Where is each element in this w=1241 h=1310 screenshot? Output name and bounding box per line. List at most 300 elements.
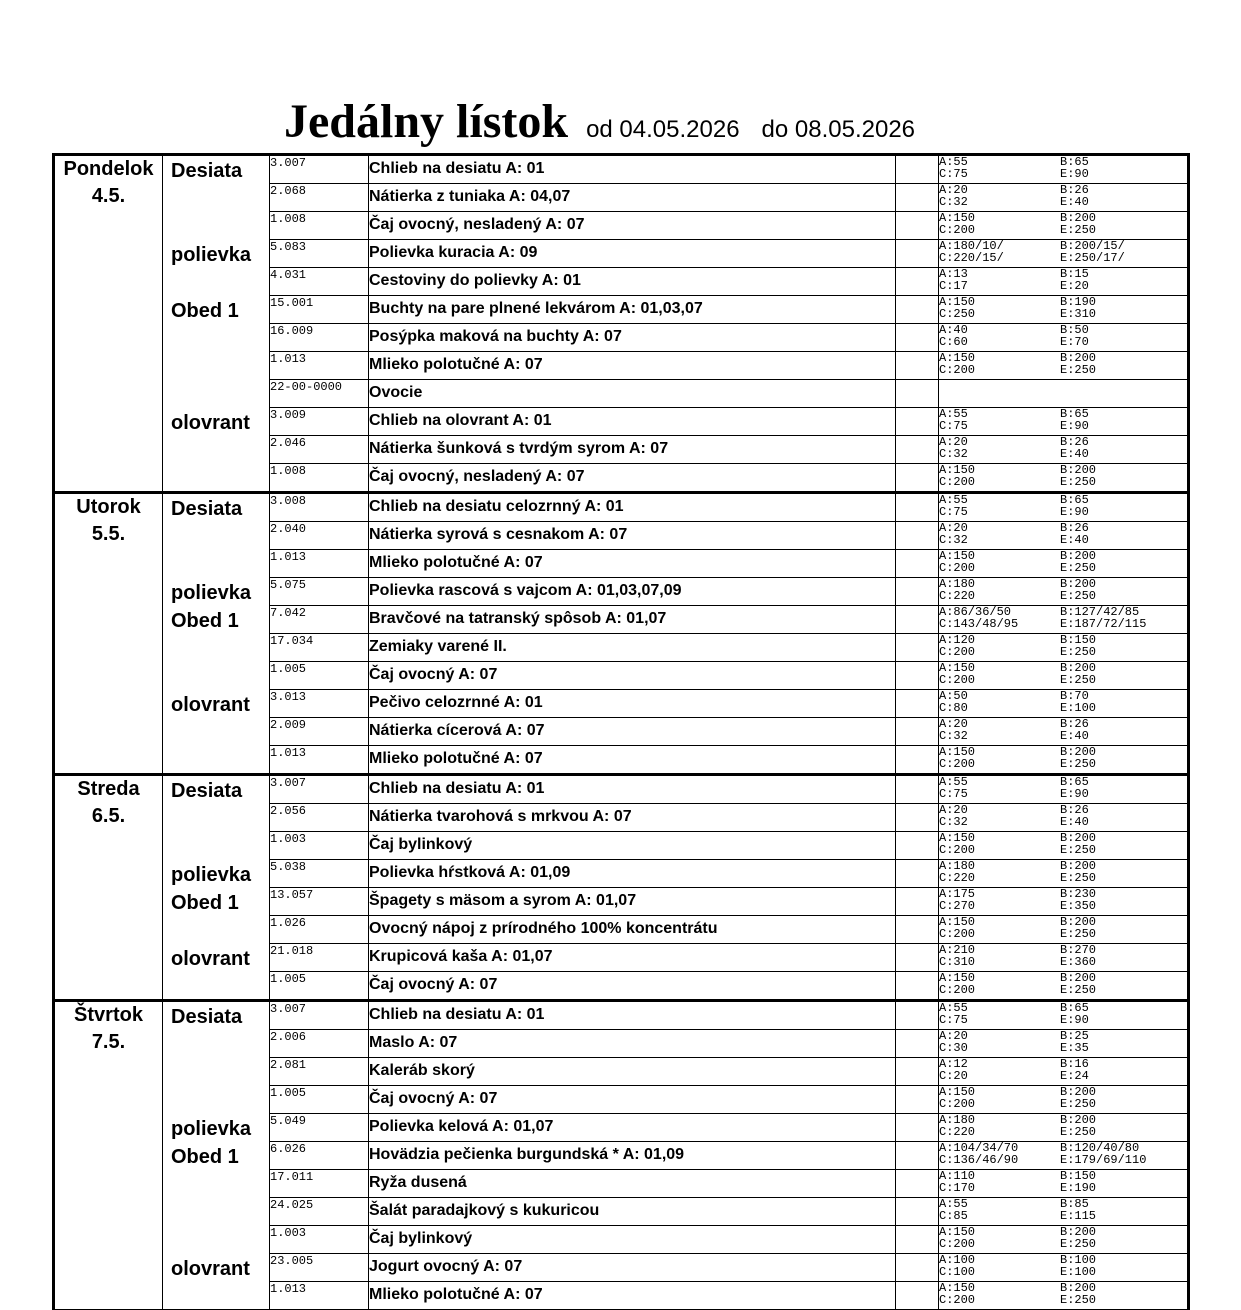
item-portions (939, 690, 1189, 718)
item-name: Chlieb na desiatu A: 01 (369, 155, 896, 184)
portion-value: A:180 (939, 577, 976, 591)
item-name: Chlieb na olovrant A: 01 (369, 408, 896, 436)
item-name: Kaleráb skorý (369, 1058, 896, 1086)
blank-cell (896, 522, 939, 550)
item-name: Posýpka maková na buchty A: 07 (369, 324, 896, 352)
portion-value: C:220 (939, 871, 976, 885)
portion-value: A:150 (939, 351, 976, 365)
portion-value: E:250 (1060, 561, 1097, 575)
item-code: 2.081 (270, 1058, 369, 1086)
date-range (586, 116, 915, 143)
portion-row (939, 928, 1187, 940)
portion-value: B:200 (1060, 745, 1097, 759)
portion-value: A:20 (939, 521, 968, 535)
item-portions (939, 380, 1189, 408)
blank-cell (896, 1030, 939, 1058)
portion-value: C:200 (939, 363, 976, 377)
item-portions (939, 1001, 1189, 1030)
portion-value: B:270 (1060, 943, 1097, 957)
portion-value: B:200 (1060, 661, 1097, 675)
portion-value: B:200 (1060, 549, 1097, 563)
page-title: Jedálny lístok (284, 95, 569, 148)
portion-value: B:50 (1060, 323, 1089, 337)
item-name: Ovocie (369, 380, 896, 408)
portion-value: B:190 (1060, 295, 1097, 309)
item-portions (939, 352, 1189, 380)
day-cell (54, 155, 163, 493)
item-code: 5.038 (270, 860, 369, 888)
portion-value: B:26 (1060, 435, 1089, 449)
item-code: 7.042 (270, 606, 369, 634)
item-name: Chlieb na desiatu celozrnný A: 01 (369, 493, 896, 522)
portion-value: E:250 (1060, 673, 1097, 687)
portion-value: A:150 (939, 1225, 976, 1239)
item-code: 3.013 (270, 690, 369, 718)
portion-value: E:250 (1060, 1237, 1097, 1251)
day-block (54, 775, 1189, 1001)
portion-value: E:250 (1060, 843, 1097, 857)
portion-row (939, 562, 1187, 574)
item-portions (939, 578, 1189, 606)
portion-value: B:200 (1060, 1113, 1097, 1127)
item-name: Mlieko polotučné A: 07 (369, 1282, 896, 1310)
day-cell (54, 493, 163, 775)
item-name: Polievka kuracia A: 09 (369, 240, 896, 268)
blank-cell (896, 155, 939, 184)
meal-cell (163, 1001, 270, 1310)
item-code: 5.075 (270, 578, 369, 606)
item-name: Polievka hŕstková A: 01,09 (369, 860, 896, 888)
portion-value: A:120 (939, 633, 976, 647)
portion-row (939, 224, 1187, 236)
portion-row (939, 788, 1187, 800)
item-code: 2.068 (270, 184, 369, 212)
portion-value: A:150 (939, 661, 976, 675)
portion-value: E:115 (1060, 1209, 1097, 1223)
item-portions (939, 408, 1189, 436)
item-portions (939, 1254, 1189, 1282)
portion-value: A:86/36/50 (939, 605, 1012, 619)
portion-value: C:220 (939, 589, 976, 603)
item-code: 2.056 (270, 804, 369, 832)
day-block (54, 1001, 1189, 1310)
portion-value: E:250 (1060, 645, 1097, 659)
portion-value: E:40 (1060, 729, 1089, 743)
portion-value: A:104/34/70 (939, 1141, 1019, 1155)
portion-value: A:150 (939, 211, 976, 225)
portion-value: A:150 (939, 295, 976, 309)
portion-value: C:220/15/ (939, 251, 1004, 265)
portion-value: A:20 (939, 717, 968, 731)
portion-row (939, 618, 1187, 630)
portion-value: B:230 (1060, 887, 1097, 901)
item-code: 1.026 (270, 916, 369, 944)
meal-label: olovrant (171, 694, 250, 716)
day-name: Streda (77, 778, 140, 800)
portion-value: C:136/46/90 (939, 1153, 1019, 1167)
blank-cell (896, 606, 939, 634)
item-portions (939, 1086, 1189, 1114)
item-code: 17.011 (270, 1170, 369, 1198)
item-portions (939, 916, 1189, 944)
portion-value: B:150 (1060, 633, 1097, 647)
portion-value: B:26 (1060, 803, 1089, 817)
item-portions (939, 606, 1189, 634)
portion-value: C:75 (939, 505, 968, 519)
day-cell (54, 775, 163, 1001)
item-portions (939, 804, 1189, 832)
portion-value: C:270 (939, 899, 976, 913)
meal-label: Obed 1 (171, 1146, 239, 1168)
day-date: 7.5. (91, 1031, 126, 1053)
item-code: 15.001 (270, 296, 369, 324)
portion-value: C:32 (939, 815, 968, 829)
meal-label: Obed 1 (171, 610, 239, 632)
item-code: 1.005 (270, 972, 369, 1001)
meal-label: polievka (171, 244, 252, 266)
item-portions (939, 550, 1189, 578)
meal-cell (163, 155, 270, 493)
portion-value: C:20 (939, 1069, 968, 1083)
portion-value: C:170 (939, 1181, 976, 1195)
item-name: Šalát paradajkový s kukuricou (369, 1198, 896, 1226)
portion-value: E:250 (1060, 871, 1097, 885)
item-portions (939, 972, 1189, 1001)
portion-value: E:40 (1060, 533, 1089, 547)
portion-row (939, 336, 1187, 348)
item-name: Čaj bylinkový (369, 832, 896, 860)
blank-cell (896, 662, 939, 690)
item-name: Nátierka tvarohová s mrkvou A: 07 (369, 804, 896, 832)
portion-value: B:70 (1060, 689, 1089, 703)
portion-row (939, 476, 1187, 488)
portion-value: C:200 (939, 223, 976, 237)
blank-cell (896, 436, 939, 464)
item-name: Čaj ovocný A: 07 (369, 972, 896, 1001)
portion-value: E:40 (1060, 195, 1089, 209)
blank-cell (896, 916, 939, 944)
blank-cell (896, 550, 939, 578)
menu-row (54, 775, 1189, 804)
meal-label: polievka (171, 582, 252, 604)
portion-value: A:20 (939, 803, 968, 817)
blank-cell (896, 1086, 939, 1114)
item-portions (939, 296, 1189, 324)
portion-value: A:20 (939, 435, 968, 449)
portion-row (939, 1238, 1187, 1250)
portion-row (939, 448, 1187, 460)
blank-cell (896, 1282, 939, 1310)
menu-row (54, 155, 1189, 184)
meal-label: Obed 1 (171, 300, 239, 322)
portion-value: C:17 (939, 279, 968, 293)
item-name: Čaj ovocný A: 07 (369, 662, 896, 690)
portion-value: E:250 (1060, 1125, 1097, 1139)
item-code: 21.018 (270, 944, 369, 972)
portion-value: B:150 (1060, 1169, 1097, 1183)
portion-value: A:55 (939, 775, 968, 789)
blank-cell (896, 380, 939, 408)
portion-value: B:200 (1060, 211, 1097, 225)
portion-value: A:55 (939, 407, 968, 421)
portion-value: B:200 (1060, 971, 1097, 985)
item-name: Cestoviny do polievky A: 01 (369, 268, 896, 296)
portion-row (939, 844, 1187, 856)
portion-value: C:200 (939, 561, 976, 575)
portion-value: E:90 (1060, 1013, 1089, 1027)
portion-value: C:200 (939, 757, 976, 771)
day-name: Utorok (76, 496, 141, 518)
item-name: Čaj bylinkový (369, 1226, 896, 1254)
item-code: 1.005 (270, 1086, 369, 1114)
item-name: Buchty na pare plnené lekvárom A: 01,03,07 (369, 296, 896, 324)
portion-value: A:150 (939, 1085, 976, 1099)
portion-row (939, 984, 1187, 996)
portion-value: A:55 (939, 155, 968, 169)
portion-row (939, 646, 1187, 658)
meal-label: polievka (171, 864, 252, 886)
meal-label: Desiata (171, 160, 243, 182)
portion-value: C:200 (939, 983, 976, 997)
blank-cell (896, 634, 939, 662)
portion-value: B:200 (1060, 915, 1097, 929)
item-code: 2.009 (270, 718, 369, 746)
blank-cell (896, 268, 939, 296)
item-code: 3.007 (270, 1001, 369, 1030)
portion-value: C:80 (939, 701, 968, 715)
item-code: 2.046 (270, 436, 369, 464)
blank-cell (896, 296, 939, 324)
meal-label: Obed 1 (171, 892, 239, 914)
day-name: Pondelok (63, 158, 154, 180)
portion-row (939, 900, 1187, 912)
meal-label: olovrant (171, 1258, 250, 1280)
portion-value: A:175 (939, 887, 976, 901)
portion-row (939, 364, 1187, 376)
portion-value: B:26 (1060, 183, 1089, 197)
meal-label: olovrant (171, 948, 250, 970)
day-date: 4.5. (91, 185, 126, 207)
item-name: Jogurt ovocný A: 07 (369, 1254, 896, 1282)
meal-label: Desiata (171, 780, 243, 802)
portion-value: C:60 (939, 335, 968, 349)
item-portions (939, 268, 1189, 296)
item-portions (939, 718, 1189, 746)
item-code: 5.083 (270, 240, 369, 268)
portion-row (939, 1098, 1187, 1110)
item-portions (939, 662, 1189, 690)
portion-row (939, 280, 1187, 292)
day-name: Štvrtok (74, 1004, 143, 1026)
portion-value: C:200 (939, 645, 976, 659)
portion-value: A:20 (939, 183, 968, 197)
item-portions (939, 155, 1189, 184)
portion-value: C:75 (939, 419, 968, 433)
portion-value: A:150 (939, 549, 976, 563)
portion-row (939, 1070, 1187, 1082)
portion-value: C:200 (939, 927, 976, 941)
meal-label: polievka (171, 1118, 252, 1140)
portion-row (939, 674, 1187, 686)
meal-cell (163, 775, 270, 1001)
portion-value: B:100 (1060, 1253, 1097, 1267)
portion-value: B:200 (1060, 463, 1097, 477)
item-code: 1.013 (270, 352, 369, 380)
item-portions (939, 775, 1189, 804)
portion-value: A:55 (939, 1001, 968, 1015)
portion-value: E:350 (1060, 899, 1097, 913)
portion-value: C:75 (939, 787, 968, 801)
item-portions (939, 1226, 1189, 1254)
portion-value: E:35 (1060, 1041, 1089, 1055)
portion-row (939, 1266, 1187, 1278)
item-code: 5.049 (270, 1114, 369, 1142)
menu-row (54, 1001, 1189, 1030)
portion-value: E:90 (1060, 505, 1089, 519)
portion-value: E:250 (1060, 757, 1097, 771)
item-portions (939, 1030, 1189, 1058)
portion-value: B:120/40/80 (1060, 1141, 1140, 1155)
portion-value: C:143/48/95 (939, 617, 1019, 631)
portion-value: B:65 (1060, 775, 1089, 789)
item-name: Mlieko polotučné A: 07 (369, 550, 896, 578)
portion-value: B:25 (1060, 1029, 1089, 1043)
item-portions (939, 944, 1189, 972)
portion-value: C:100 (939, 1265, 976, 1279)
item-code: 3.009 (270, 408, 369, 436)
portion-value: E:70 (1060, 335, 1089, 349)
day-block (54, 155, 1189, 493)
portion-value: A:180 (939, 859, 976, 873)
item-portions (939, 888, 1189, 916)
blank-cell (896, 464, 939, 493)
item-portions (939, 1282, 1189, 1310)
portion-value: B:200 (1060, 1281, 1097, 1295)
item-code: 13.057 (270, 888, 369, 916)
item-name: Čaj ovocný, nesladený A: 07 (369, 212, 896, 240)
portion-value: E:24 (1060, 1069, 1089, 1083)
blank-cell (896, 944, 939, 972)
portion-value: B:26 (1060, 521, 1089, 535)
blank-cell (896, 352, 939, 380)
item-name: Pečivo celozrnné A: 01 (369, 690, 896, 718)
portion-value: A:40 (939, 323, 968, 337)
portion-value: C:200 (939, 475, 976, 489)
portion-value: C:85 (939, 1209, 968, 1223)
item-portions (939, 832, 1189, 860)
item-name: Mlieko polotučné A: 07 (369, 352, 896, 380)
portion-value: E:190 (1060, 1181, 1097, 1195)
item-name: Mlieko polotučné A: 07 (369, 746, 896, 775)
portion-row (939, 308, 1187, 320)
item-name: Krupicová kaša A: 01,07 (369, 944, 896, 972)
portion-value: E:250 (1060, 589, 1097, 603)
portion-value: C:30 (939, 1041, 968, 1055)
item-code: 3.007 (270, 155, 369, 184)
portion-value: E:250 (1060, 1097, 1097, 1111)
portion-row (939, 1210, 1187, 1222)
portion-value: C:200 (939, 1097, 976, 1111)
portion-row (939, 758, 1187, 770)
blank-cell (896, 775, 939, 804)
item-portions (939, 240, 1189, 268)
item-code: 1.013 (270, 746, 369, 775)
item-portions (939, 522, 1189, 550)
portion-row (939, 196, 1187, 208)
item-name: Chlieb na desiatu A: 01 (369, 1001, 896, 1030)
portion-value: B:16 (1060, 1057, 1089, 1071)
item-name: Čaj ovocný A: 07 (369, 1086, 896, 1114)
portion-value: C:310 (939, 955, 976, 969)
portion-value: C:32 (939, 447, 968, 461)
blank-cell (896, 804, 939, 832)
portion-value: C:220 (939, 1125, 976, 1139)
portion-value: C:200 (939, 673, 976, 687)
portion-value: C:200 (939, 1237, 976, 1251)
portion-value: C:32 (939, 533, 968, 547)
item-portions (939, 1114, 1189, 1142)
item-code: 1.003 (270, 832, 369, 860)
portion-value: E:100 (1060, 1265, 1097, 1279)
day-cell (54, 1001, 163, 1310)
portion-value: E:100 (1060, 701, 1097, 715)
page-header (284, 94, 915, 149)
portion-value: E:250 (1060, 223, 1097, 237)
portion-value: E:250 (1060, 927, 1097, 941)
portion-value: A:150 (939, 463, 976, 477)
portion-row (939, 420, 1187, 432)
meal-label: olovrant (171, 412, 250, 434)
item-name: Nátierka šunková s tvrdým syrom A: 07 (369, 436, 896, 464)
item-code: 6.026 (270, 1142, 369, 1170)
portion-value: E:310 (1060, 307, 1097, 321)
item-code: 1.013 (270, 1282, 369, 1310)
portion-value: C:32 (939, 729, 968, 743)
item-code: 3.008 (270, 493, 369, 522)
blank-cell (896, 408, 939, 436)
item-portions (939, 860, 1189, 888)
portion-value: A:55 (939, 493, 968, 507)
portion-value: C:200 (939, 843, 976, 857)
portion-value: E:179/69/110 (1060, 1153, 1147, 1167)
portion-value: E:360 (1060, 955, 1097, 969)
portion-value: E:187/72/115 (1060, 617, 1147, 631)
portion-row (939, 506, 1187, 518)
portion-value: C:200 (939, 1293, 976, 1307)
portion-value: B:200 (1060, 351, 1097, 365)
portion-value: E:250 (1060, 1293, 1097, 1307)
menu-row (54, 493, 1189, 522)
item-name: Bravčové na tatranský spôsob A: 01,07 (369, 606, 896, 634)
blank-cell (896, 1114, 939, 1142)
item-name: Polievka kelová A: 01,07 (369, 1114, 896, 1142)
portion-value: E:40 (1060, 447, 1089, 461)
blank-cell (896, 860, 939, 888)
portion-row (939, 1042, 1187, 1054)
blank-cell (896, 1058, 939, 1086)
item-code: 1.008 (270, 212, 369, 240)
portion-value: A:150 (939, 831, 976, 845)
item-code: 1.008 (270, 464, 369, 493)
portion-value: B:200 (1060, 831, 1097, 845)
blank-cell (896, 1142, 939, 1170)
meal-cell (163, 493, 270, 775)
portion-value: A:150 (939, 915, 976, 929)
blank-cell (896, 690, 939, 718)
item-name: Špagety s mäsom a syrom A: 01,07 (369, 888, 896, 916)
blank-cell (896, 746, 939, 775)
portion-value: B:127/42/85 (1060, 605, 1140, 619)
